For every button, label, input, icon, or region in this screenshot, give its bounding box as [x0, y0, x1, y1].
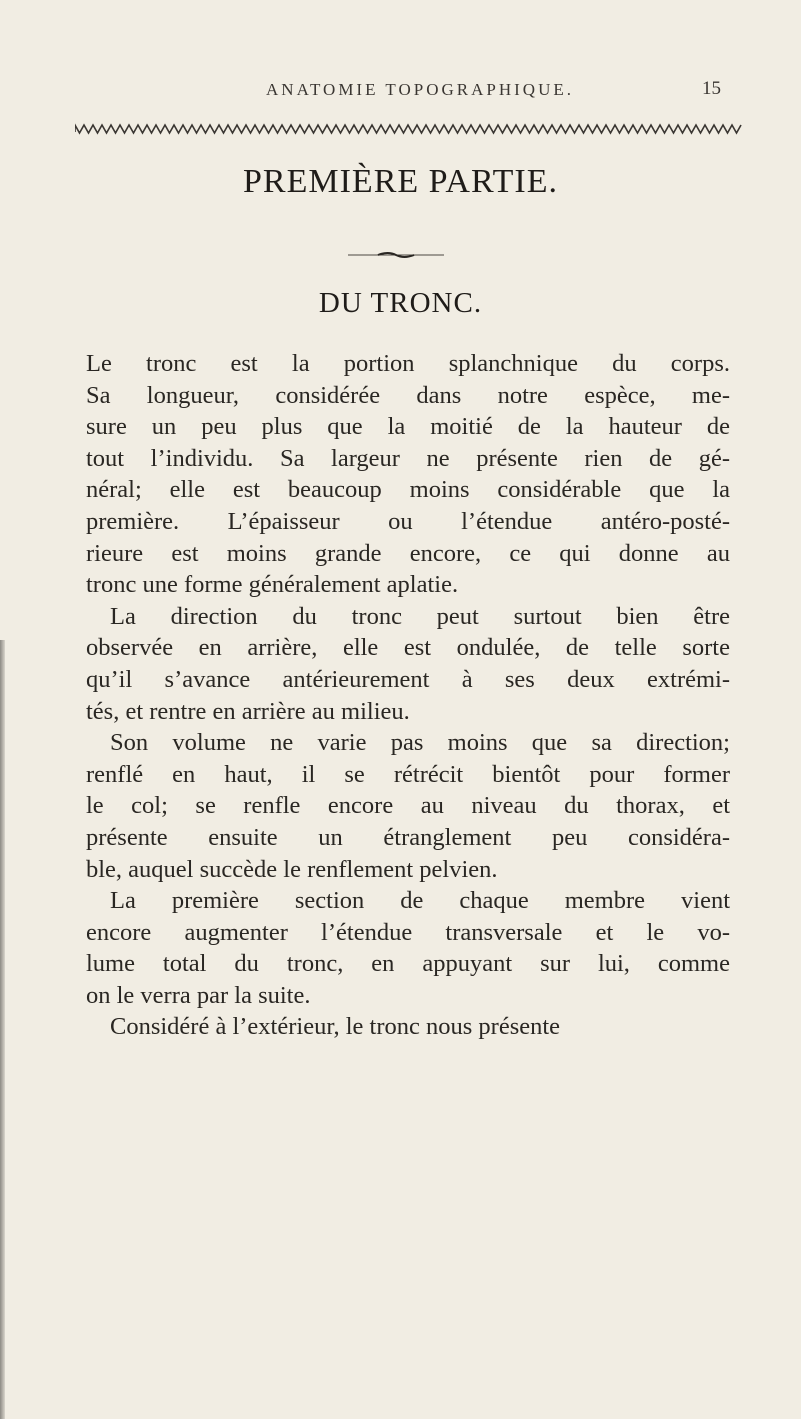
running-head: ANATOMIE TOPOGRAPHIQUE.	[266, 80, 574, 99]
text-line: Considéré à l’extérieur, le tronc nous présente	[110, 1013, 561, 1041]
text-line: néral; elle est beaucoup moins considérable que la	[86, 476, 730, 504]
text-line: Le tronc est la portion splanchnique du corps.	[86, 350, 730, 377]
section-title: DU TRONC.	[318, 287, 483, 319]
text-line: qu’il s’avance antérieurement à ses deux extrémi-	[86, 665, 730, 693]
text-line: tés, et rentre en arrière au milieu.	[86, 697, 410, 725]
page-number: 15	[702, 78, 721, 99]
text-line: le col; se renfle encore au niveau du thorax, et	[86, 792, 730, 820]
part-title: PREMIÈRE PARTIE.	[243, 163, 558, 200]
page-edge-shadow	[0, 640, 5, 1419]
text-line: sure un peu plus que la moitié de la hauteur de	[86, 413, 730, 441]
text-line: on le verra par la suite.	[86, 981, 311, 1009]
text-line: ble, auquel succède le renflement pelvien.	[86, 855, 498, 883]
text-line: lume total du tronc, en appuyant sur lui, comme	[86, 950, 730, 978]
text-line: La direction du tronc peut surtout bien être	[110, 602, 730, 630]
text-line: tout l’individu. Sa largeur ne présente rien de gé-	[86, 444, 730, 472]
text-line: première. L’épaisseur ou l’étendue antéro-posté-	[86, 507, 730, 535]
decorative-divider	[348, 250, 444, 260]
text-line: tronc une forme généralement aplatie.	[86, 571, 459, 599]
text-line: rieure est moins grande encore, ce qui donne au	[86, 539, 730, 567]
text-line: observée en arrière, elle est ondulée, de telle sorte	[86, 634, 730, 662]
text-line: La première section de chaque membre vient	[110, 887, 730, 915]
text-line: renflé en haut, il se rétrécit bientôt pour former	[86, 760, 730, 788]
text-line: Sa longueur, considérée dans notre espèce, me-	[86, 381, 730, 409]
text-line: encore augmenter l’étendue transversale et le vo-	[86, 918, 730, 946]
text-line: Son volume ne varie pas moins que sa direction;	[110, 729, 730, 757]
text-line: présente ensuite un étranglement peu considéra-	[86, 823, 730, 851]
body-text	[86, 348, 730, 1043]
ornamental-rule	[75, 122, 745, 136]
